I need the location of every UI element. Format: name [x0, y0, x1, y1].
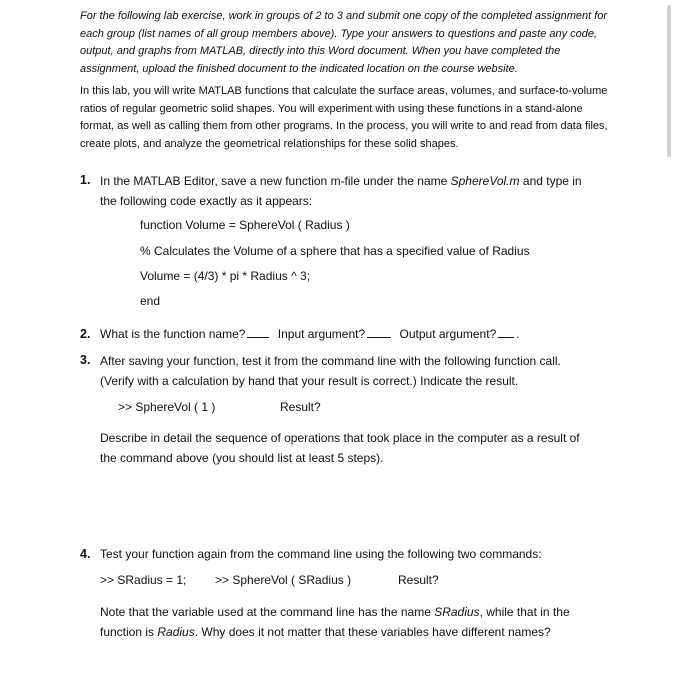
q2-function-name-label: What is the function name?	[100, 327, 246, 341]
answer-blank[interactable]	[247, 327, 269, 338]
question-1-text	[100, 171, 600, 211]
question-1-number: 1.	[80, 173, 91, 187]
instructions-italic: For the following lab exercise, work in groups of 2 to 3 and submit one copy of the completed assignment for each group (list names of all group members above). Type your answers to questions and paste any code, output, and graphs from MATLAB, directly into this Word document. When you have completed the assignment, upload the finished document to the indicated location on the course website.	[80, 10, 608, 75]
q1-text-after: and type in the following code exactly as it appears:	[100, 174, 582, 208]
q1-text-before: In the MATLAB Editor, save a new function m-file under the name	[100, 174, 451, 188]
question-2-text	[100, 327, 520, 341]
code-line-4: end	[140, 294, 161, 308]
question-3-number: 3.	[80, 353, 91, 367]
question-4-number: 4.	[80, 547, 91, 561]
q4-note-c: . Why does it not matter that these variables have different names?	[194, 625, 551, 639]
code-line-3: Volume = (4/3) * pi * Radius ^ 3;	[140, 269, 311, 283]
q4-note-text	[100, 602, 590, 642]
q2-output-argument-label: Output argument?	[399, 327, 497, 341]
q4-var-radius: Radius	[157, 625, 195, 639]
q4-command-1: >> SRadius = 1;	[100, 573, 187, 587]
answer-blank[interactable]	[367, 327, 391, 338]
q3-result-label: Result?	[280, 400, 321, 414]
question-3-text: After saving your function, test it from the command line with the following function call. (Verify with a calculation by hand that your result is correct.) Indicate the result.	[100, 354, 561, 388]
q4-note-b: , while that in the function is	[100, 605, 570, 639]
question-2-number: 2.	[80, 327, 91, 341]
q3-command: >> SphereVol ( 1 )	[118, 400, 216, 414]
q4-var-sradius: SRadius	[434, 605, 480, 619]
q2-end-period: .	[516, 327, 520, 341]
vertical-scrollbar[interactable]	[667, 5, 671, 157]
question-4-text: Test your function again from the command line using the following two commands:	[100, 547, 542, 561]
code-line-2: % Calculates the Volume of a sphere that has a specified value of Radius	[140, 244, 530, 258]
q2-input-argument-label: Input argument?	[277, 327, 366, 341]
q4-command-2: >> SphereVol ( SRadius )	[215, 573, 352, 587]
q3-describe-text: Describe in detail the sequence of operations that took place in the computer as a result of the command above (you should list at least 5 steps).	[100, 431, 580, 465]
q4-result-label: Result?	[398, 573, 439, 587]
q4-note-a: Note that the variable used at the command line has the name	[100, 605, 435, 619]
code-line-1: function Volume = SphereVol ( Radius )	[140, 218, 350, 232]
q1-filename: SphereVol.m	[450, 174, 520, 188]
lab-overview-paragraph: In this lab, you will write MATLAB functions that calculate the surface areas, volumes, and surface-to-volume ratios of regular geometric solid shapes. You will experiment with using these functions in a stand-alone format, as well as calling them from other programs. In the process, you will write to and read from data files, create plots, and analyze the geometrical relationships for these solid shapes.	[80, 85, 608, 150]
answer-blank[interactable]	[498, 327, 514, 338]
